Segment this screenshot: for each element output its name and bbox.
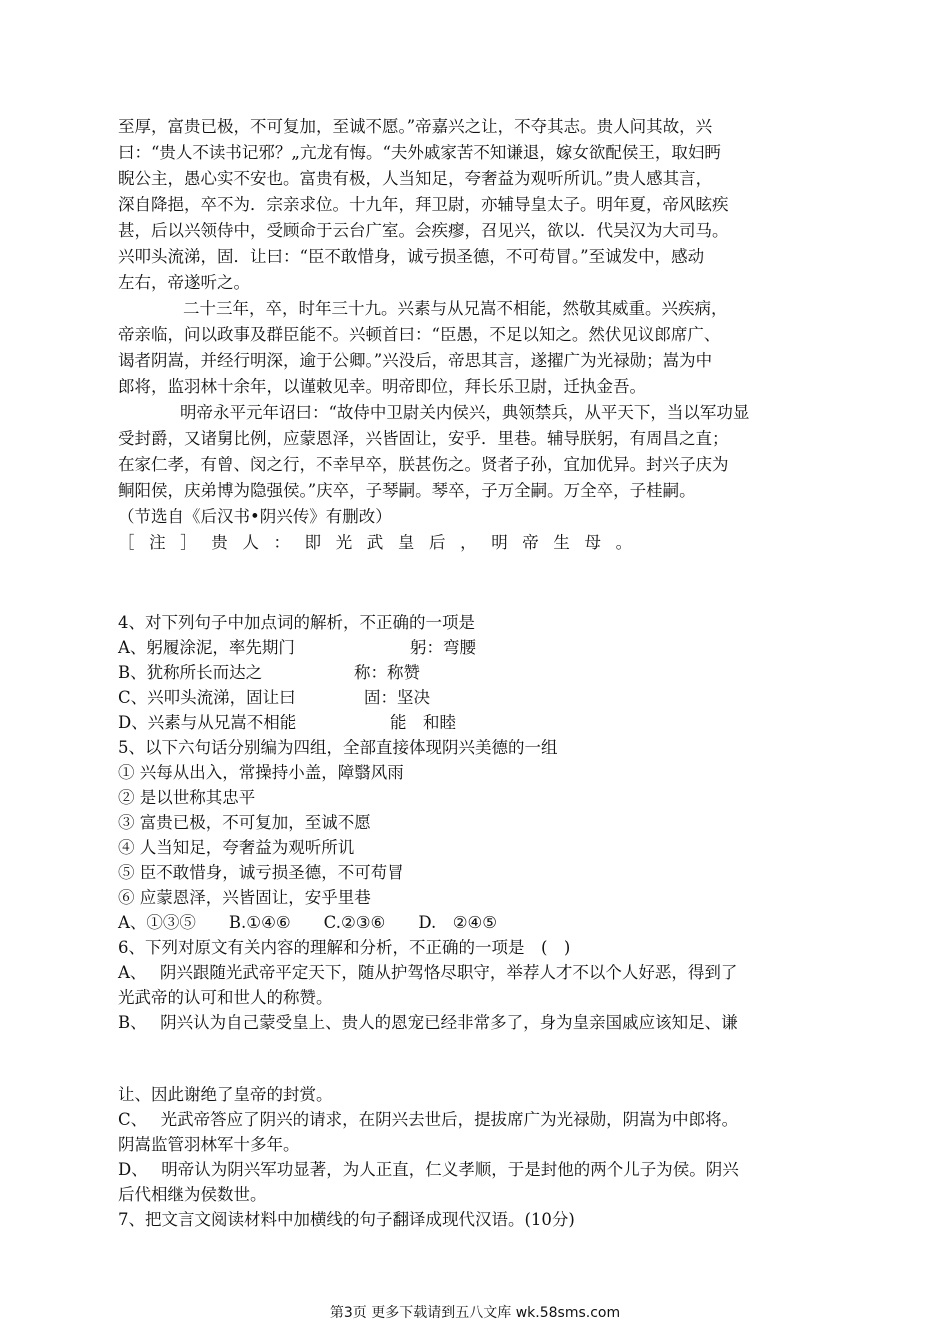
option-gloss: 固：坚决	[364, 688, 430, 707]
question-4-option-a	[118, 636, 838, 660]
passage-line: 帝亲临，问以政事及群臣能不。兴顿首曰：“臣愚，不足以知之。然伏见议郎席广、	[118, 325, 721, 344]
question-4-option-b	[118, 661, 838, 685]
question-5-item: ⑤ 臣不敢惜身，诚亏损圣德，不可苟冒	[118, 863, 404, 882]
question-6-stem: 6、下列对原文有关内容的理解和分析，不正确的一项是 ( )	[118, 938, 571, 957]
passage-line: 谒者阴嵩，并经行明深，逾于公卿。”兴没后，帝思其言，遂擢广为光禄勋；嵩为中	[118, 351, 713, 370]
passage-line: 兴叩头流涕，固．让曰：“臣不敢惜身，诚亏损圣德，不可苟冒。”至诚发中，感动	[118, 247, 705, 266]
passage-line: 明帝永平元年诏曰：“故侍中卫尉关内侯兴，典领禁兵，从平天下，当以军功显	[180, 403, 750, 422]
passage-line: 郎将，监羽林十余年，以谨敕见幸。明帝即位，拜长乐卫尉，迁执金吾。	[118, 377, 646, 396]
question-6-option-c-cont: 阴嵩监管羽林军十多年。	[118, 1135, 300, 1154]
question-5-item: ② 是以世称其忠平	[118, 788, 256, 807]
question-4-option-d	[118, 711, 838, 735]
question-4-stem: 4、对下列句子中加点词的解析，不正确的一项是	[118, 613, 475, 632]
option-text: D、兴素与从兄嵩不相能	[118, 713, 297, 732]
passage-line: 至厚，富贵已极，不可复加，至诚不愿。”帝嘉兴之让，不夺其志。贵人问其故，兴	[118, 117, 713, 136]
option-text: A、躬履涂泥，率先期门	[118, 638, 295, 657]
question-5-item: ④ 人当知足，夸奢益为观听所讥	[118, 838, 355, 857]
passage-line: 睨公主，愚心实不安也。富贵有极，人当知足，夸奢益为观听所讥。”贵人感其言，	[118, 169, 713, 188]
question-6-option-a-cont: 光武帝的认可和世人的称赞。	[118, 988, 333, 1007]
source-citation: （节选自《后汉书•阴兴传》有删改）	[118, 507, 392, 526]
question-4-option-c	[118, 686, 838, 710]
option-gloss: 躬：弯腰	[410, 638, 476, 657]
passage-line: 曰：“贵人不读书记邪？„亢龙有悔。“夫外戚家苦不知谦退，嫁女欲配侯王，取妇眄	[118, 143, 721, 162]
question-6-option-c: C、 光武帝答应了阴兴的请求，在阴兴去世后，提拔席广为光禄勋，阴嵩为中郎将。	[118, 1110, 739, 1129]
question-6-option-b: B、 阴兴认为自己蒙受皇上、贵人的恩宠已经非常多了，身为皇亲国戚应该知足、谦	[118, 1013, 738, 1032]
question-6-option-d: D、 明帝认为阴兴军功显著，为人正直，仁义孝顺，于是封他的两个儿子为侯。阴兴	[118, 1160, 739, 1179]
passage-line: 甚，后以兴领侍中，受顾命于云台广室。会疾瘳，召见兴，欲以．代吴汉为大司马。	[118, 221, 729, 240]
question-7-stem: 7、把文言文阅读材料中加横线的句子翻译成现代汉语。(10分)	[118, 1210, 575, 1229]
option-text: B、犹称所长而达之	[118, 663, 263, 682]
question-5-stem: 5、以下六句话分别编为四组，全部直接体现阴兴美德的一组	[118, 738, 558, 757]
passage-line: 鲖阳侯，庆弟博为隐强侯。”庆卒，子琴嗣。琴卒，子万全嗣。万全卒，子桂嗣。	[118, 481, 696, 500]
passage-line: 二十三年，卒，时年三十九。兴素与从兄嵩不相能，然敬其威重。兴疾病，	[183, 299, 728, 318]
passage-line: 受封爵，又诸舅比例，应蒙恩泽，兴皆固让，安乎．里巷。辅导朕躬，有周昌之直；	[118, 429, 729, 448]
page-footer: 第3页 更多下载请到五八文库 wk.58sms.com	[329, 1305, 621, 1321]
question-6-option-b-cont: 让、因此谢绝了皇帝的封赏。	[118, 1085, 333, 1104]
passage-line: 在家仁孝，有曾、闵之行，不幸早卒，朕甚伤之。贤者子孙，宜加优异。封兴子庆为	[118, 455, 729, 474]
option-gloss: 称：称赞	[354, 663, 420, 682]
question-5-choices: A、①③⑤ B.①④⑥ C.②③⑥ D. ②④⑤	[118, 913, 498, 932]
question-5-item: ① 兴每从出入，常操持小盖，障翳风雨	[118, 763, 404, 782]
option-text: C、兴叩头流涕，固让曰	[118, 688, 296, 707]
question-6-option-a: A、 阴兴跟随光武帝平定天下，随从护驾恪尽职守，举荐人才不以个人好恶，得到了	[118, 963, 738, 982]
passage-line: 左右，帝遂听之。	[118, 273, 250, 292]
question-6-option-d-cont: 后代相继为侯数世。	[118, 1185, 267, 1204]
option-gloss: 能 和睦	[390, 713, 456, 732]
annotation-note: ［注］贵人：即光武皇后，明帝生母。	[118, 533, 647, 552]
passage-line: 深自降挹，卒不为．宗亲求位。十九年，拜卫尉，亦辅导皇太子。明年夏，帝风眩疾	[118, 195, 729, 214]
question-5-item: ③ 富贵已极，不可复加，至诚不愿	[118, 813, 371, 832]
question-5-item: ⑥ 应蒙恩泽，兴皆固让，安乎里巷	[118, 888, 371, 907]
